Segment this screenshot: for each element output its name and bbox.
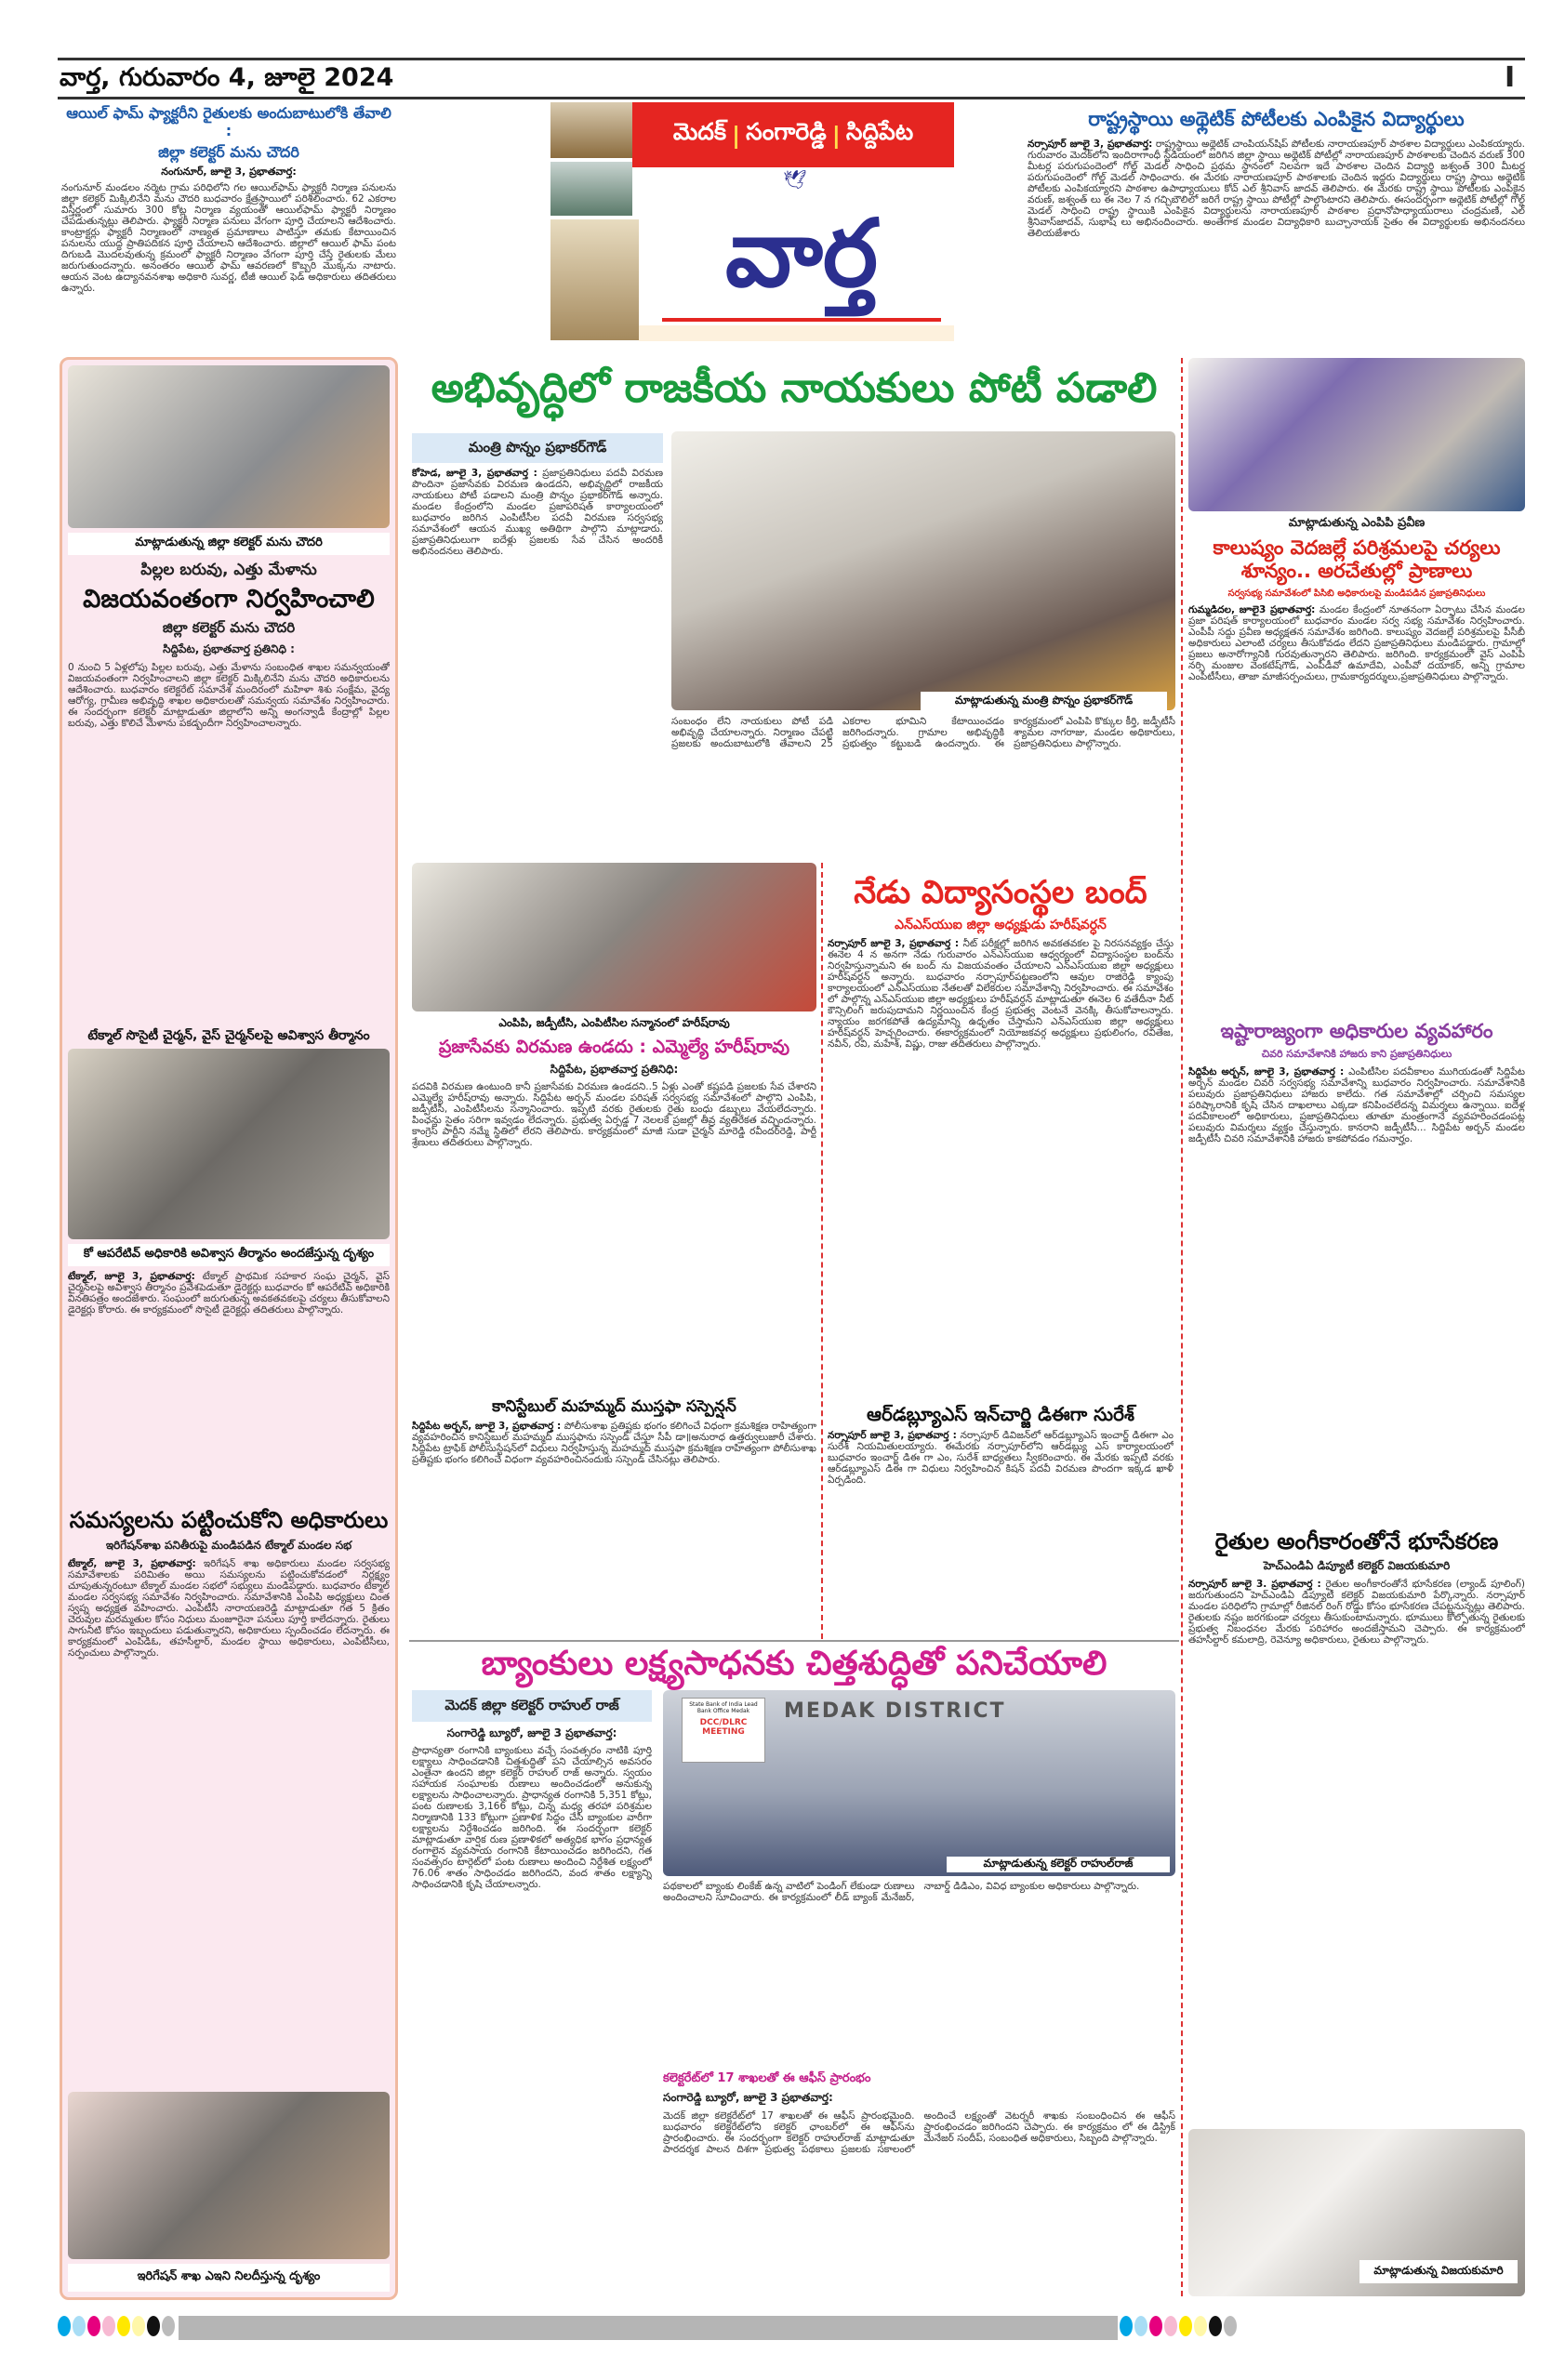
color-dot	[1149, 2316, 1162, 2336]
page-number: I	[1505, 61, 1516, 94]
color-dot	[87, 2316, 100, 2336]
headline: విజయవంతంగా నిర్వహించాలి	[83, 585, 375, 615]
color-dot	[1209, 2316, 1222, 2336]
color-dot	[58, 2316, 71, 2336]
color-dot	[132, 2316, 145, 2336]
speaker-label: మెదక్ జిల్లా కలెక్టర్ రాహుల్ రాజ్	[412, 1690, 652, 1722]
color-dot	[1224, 2316, 1237, 2336]
color-dot	[117, 2316, 130, 2336]
minister-article	[412, 433, 663, 852]
article-body: నీట్ పరీక్షల్లో జరిగిన అవకతవకల పై నిరసనవ్యక్తం చేస్తు ఈనెల 4 న అనగా నేడు గురువారం ఎన్ఎస్‌యుఐ ఆధ్వర్యంలో విద్యాసంస్థల బంద్‌ను నిర్వహిస్తున్నామని ఈ బంద్ ను విజయవంతం చేయాలని ఎన్ఎస్‌యుఐ జిల్లా అధ్యక్షులు హరీష్‌వర్ధన్ అన్నారు. బుధవారం నర్సాపూర్‌పట్టణంలోని ఆవుల రాజిరెడ్డి క్యాంపు కార్యాలయంలో ఎన్ఎస్‌యుఐ నేతలతో విలేకరుల సమావేశాన్ని నిర్వహించారు. ఈ సమావేశం లో పాల్గొన్న ఎన్ఎస్‌యుఐ జిల్లా అధ్యక్షులు హరీష్‌వర్ధన్ మాట్లాడుతూ ఈనెల 6 వతేదీనా నీట్ కౌన్సిలింగ్ జరుపుదామని నిర్ణయించిన కేంద్ర ప్రభుత్వ వెంటనే వెనక్కి తీసుకోవాలన్నారు. న్యాయం జరగకపోతే ఉద్యమాన్ని ఉధృతం చేస్తామని ఎన్ఎస్‌యుఐ జిల్లా అధ్యక్షులు హరీష్‌వర్ధన్ హెచ్చరించారు. ఈకార్యక్రమంలో నియోజకవర్గ అధ్యక్షులు ప్రభులింగం, రవితేజ, నవీన్, రవి, మహేశ్, విష్ణు, రాజు తదితరులు పాల్గొన్నారు.	[828, 937, 1174, 1050]
article-body: ఎంపిటీసిల పదవీకాలం ముగియడంతో సిద్దిపేట అర్బన్ మండల చివరి సర్వసభ్య సమావేశాన్ని బుధవారం నిర్వహించారు. సమావేశానికి పలువురు ప్రజాప్రతినిధులు హాజరు కాలేదు. గత సమావేశాల్లో చర్చించి సమస్యల పరిష్కారానికి కృషి చేసిన దాఖలాలు ఎక్కడా కనిపించలేదన్న విమర్శలు ఉన్నాయి. ఐదేళ్ల పదవీకాలంలో అధికారులు, ప్రజాప్రతినిధులు తూతూ మంత్రంగానే వ్యవహరించడంపట్ల పలువురు విమర్శలు వ్యక్తం చేస్తున్నారు. కానరాని జడ్పీటీసీ... సిద్దిపేట అర్బన్ మండల జడ్పీటీసీ చివరి సమావేశానికి హాజరు కాకపోవడం గమనార్హం.	[1188, 1065, 1525, 1144]
color-dot	[102, 2316, 115, 2336]
headline: టేక్మాల్ సొసైటీ చైర్మన్, వైస్ చైర్మన్‌లపై అవిశ్వాస తీర్మానం	[87, 1027, 370, 1043]
masthead	[550, 102, 954, 341]
subhead: ఇరిగేషన్‌శాఖ పనితీరుపై మండిపడిన టేక్మాల్ మండల సభ	[105, 1538, 352, 1552]
bandh-article	[828, 874, 1174, 1638]
top-rule	[58, 58, 1525, 60]
bank-article-right	[663, 1690, 1175, 2296]
color-registration-dots	[58, 2316, 177, 2340]
district-sangareddy: సంగారెడ్డి	[746, 118, 827, 145]
headline: ఆర్‌డబ్ల్యూఎస్ ఇన్‌చార్జి డిఈగా సురేశ్	[867, 1402, 1134, 1425]
dcc-meeting-photo	[663, 1690, 1175, 1876]
photo-caption: మాట్లాడుతున్న జిల్లా కలెక్టర్ మను చౌదరి	[68, 533, 390, 555]
subhead: ఎన్ఎస్‌యుఐ జిల్లా అధ్యక్షుడు హరీష్‌వర్ధన్	[895, 917, 1107, 932]
headline: సమస్యలను పట్టించుకోని అధికారులు	[69, 1507, 389, 1534]
dateline: సంగారెడ్డి బ్యూరో, జూలై 3 ప్రభాతవార్త:	[446, 1726, 617, 1739]
article-body: టేక్మాల్ ప్రాథమిక సహకార సంఘ చైర్మన్, వైస్ చైర్మన్‌లపై అవిశ్వాస తీర్మానం ప్రవేశపెడుతూ డైరెక్టర్లు బుధవారం కో ఆపరేటివ్ అధికారికి వినతిపత్రం అందజేశారు. సంఘంలో జరుగుతున్న అవకతవకలపై చర్యలు తీసుకోవాలని డైరెక్టర్లు కోరారు. ఈ కార్యక్రమంలో సొసైటీ డైరెక్టర్లు తదితరులు పాల్గొన్నారు.	[68, 1270, 390, 1316]
article-body: ఇరిగేషన్ శాఖ అధికారులు మండల సర్వసభ్య సమావేశాలకు పరిమితం అయి సమస్యలను పట్టించుకోవడంలో నిర్లక్ష్యం చూపుతున్నరంటూ టేక్మాల్ మండల సభలో సభ్యులు మండిపడ్డారు. బుధవారం టేక్మాల్ మండల సర్వసభ్య సమావేశం నిర్వహించారు. సమావేశానికి ఎంపిపి అధ్యక్షులు చింత స్వప్న అధ్యక్షత వహించారు. ఎంపిటీసీ నారాయణరెడ్డి మాట్లాడుతూ గత 5 క్రితం చెరువుల మరమ్మతుల కోసం నిధులు మంజూరైనా పనులు పూర్తి కాలేదన్నారు. రైతులు సాగునీటి కోసం ఇబ్బందులు పడుతున్నారని, అధికారులు స్పందించడం లేదన్నారు. ఈ కార్యక్రమంలో ఎంపిడిఓ, తహసీల్దార్, మండల స్థాయి అధికారులు, ఎంపిటీసీలు, సర్పంచులు పాల్గొన్నారు.	[68, 1557, 390, 1659]
logo-underline	[662, 318, 941, 322]
article-body: పదవికి విరమణ ఉంటుంది కానీ ప్రజాసేవకు విరమణ ఉండదని..5 ఏళ్లు ఎంతో కష్టపడి ప్రజలకు సేవ చేశారని ఎమ్మెల్యే హరీష్‌రావు అన్నారు. సిద్దిపేట అర్బన్ మండల పరిషత్ సర్వసభ్య సమావేశంలో పాల్గొని ఎంపిపి, జడ్పీటీసీ, ఎంపిటీసీలను సన్మానించారు. ఇప్పటి వరకు రైతులకు రైతు బంధు డబ్బులు వేయలేదన్నారు. పింఛన్లు సైతం సరిగా ఇవ్వడం లేదన్నారు. ప్రభుత్వ ఏర్పడ్డ 7 నెలలకే ప్రజల్లో తీవ్ర వ్యతిరేకత వచ్చిందన్నారు. కాంగ్రెస్ పార్టీని నమ్మే స్థితిలో లేరని తెలిపారు. కార్యక్రమంలో మాజీ సుడా చైర్మన్ మారెడ్డి రవీందర్‌రెడ్డి, పార్టీ శ్రేణులు తదితరులు పాల్గొన్నారు.	[412, 1081, 816, 1149]
photo-caption: కో ఆపరేటివ్ అధికారికి అవిశ్వాస తీర్మానం అందజేస్తున్న దృశ్యం	[68, 1244, 390, 1266]
vijayakumari-photo	[1188, 2129, 1525, 2296]
left-column-box	[60, 357, 398, 2300]
district-medak: మెదక్	[672, 118, 726, 145]
color-dot	[147, 2316, 160, 2336]
color-dot	[1164, 2316, 1177, 2336]
article-body: మండల కేంద్రంలో నూతనంగా ఏర్పాటు చేసిన మండల ప్రజా పరిషత్ కార్యాలయంలో బుధవారం మండల సర్వ సభ్య సమావేశం నిర్వహించారు. ఎంపీపీ సద్దు ప్రవీణ అధ్యక్షతన సమావేశం జరిగింది. కాలుష్యం వెదజల్లే పరిశ్రమలపై పీసీబీ అధికారులు ఎలాంటి చర్యలు తీసుకోవడం లేదని ప్రజాప్రతినిధులు మండిపడ్డారు. గ్రామాల్లో ప్రజలు అనారోగ్యానికి గురవుతున్నారని తెలిపారు. జరిగింది. కార్యక్రమంలో వైస్ ఎంపిపి నర్సి మంజుల వెంకటేష్‌గౌడ్, ఎంపీడీవో ఉమాదేవి, ఎంపీవో దయాకర్, అన్ని గ్రామాల ఎంపీటీసీలు, తాజా మాజీసర్పంచులు, గ్రామకార్యదర్శులు,ప్రజాప్రతినిధులు పాల్గొన్నారు.	[1188, 604, 1525, 683]
color-dot	[73, 2316, 86, 2336]
column-divider	[821, 863, 823, 1639]
dateline: సిద్దిపేట అర్బన్, జూలై 3, ప్రభాతవార్త :	[1188, 1065, 1345, 1078]
district-siddipet: సిద్దిపేట	[845, 118, 914, 145]
dove-icon: 🕊	[783, 168, 807, 191]
photo-caption: మాట్లాడుతున్న ఎంపిపి ప్రవీణ	[1288, 516, 1426, 530]
article-body: రాష్ట్రస్థాయి అథ్లెటిక్ చాంపియన్‌షిప్ పోటీలకు నారాయణపూర్ పాఠశాల విద్యార్థులు ఎంపికయ్యారు. గురువారం మెదక్‌లోని ఇందిరాగాంధీ స్టేడియంలో జరిగిన జిల్లా స్థాయి అథ్లెటిక్ పోటీల్లో నారాయణపూర్ పాఠశాలకు చెందిన వరుణ్ 300 మీటర్ల పరుగుపందెంలో గోల్డ్ మెడల్ సాధించి ప్రథమ స్థానంలో నిలవగా ఇదే పాఠశాల చెందిన విద్యార్థి జశ్వంత్ 300 మీటర్ల పరుగుపందెంలో గోల్డ్ మెడల్ సాధించారు. ఈ మేరకు నారాయణపూర్ పాఠశాలకు చెందిన ఇద్దరు విద్యార్థులు రాష్ట్ర స్థాయి అథ్లెటిక్ పోటీలకు ఎంపికయ్యారని పాఠశాల ఉపాధ్యాయులు కోచ్ ఎల్ శ్రీనివాస్ జాదవ్ తెలిపారు. ఈ మేరకు రాష్ట్ర స్థాయి పోటీలకు ఎంపికైన వరుణ్, జశ్వంత్ లు ఈ నెల 7 న గచ్చిబౌలిలో జరిగే రాష్ట్ర స్థాయి పోటీల్లో పాల్గొంటారని తెలిపారు. ఈసందర్భంగా అథ్లెటిక్ పోటీల్లో గోల్డ్ మెడల్ సాధించి రాష్ట్ర స్థాయికి ఎంపికైన విద్యార్థులను నారాయణపూర్ పాఠశాల ప్రధానోపాధ్యాయురాలు చంద్రమణి, ఎల్ శ్రీనివాస్‌జాదవ్, సుభాష్ లు అభినందించారు. అంతేగాక మండల విద్యాధికారి బుచ్చానాయక్ సైతం ఈ విద్యార్థులకు అభినందనలు తెలియజేశారు	[1028, 139, 1525, 240]
dateline: గుమ్మడిదల, జూలై3 ప్రభాతవార్త:	[1188, 604, 1316, 616]
color-dot	[162, 2316, 175, 2336]
subhead: హెచ్ఎండిఏ డిప్యూటీ కలెక్టర్ విజయకుమారి	[1263, 1559, 1451, 1573]
dateline: టేక్మాల్, జూలై 3, ప్రభాతవార్త:	[68, 1557, 196, 1569]
headline: కాలుష్యం వెదజల్లే పరిశ్రమలపై చర్యలు శూన్యం.. అరచేతుల్లో ప్రాణాలు	[1213, 536, 1501, 583]
headline: ఆయిల్ ఫామ్ ఫ్యాక్టరీని రైతులకు అందుబాటులోకి తేవాలి :	[66, 104, 391, 140]
article-body: రైతుల అంగీకారంతోనే భూసేకరణ (ల్యాండ్ పూలింగ్) జరుగుతుందని హెచ్ఎండిఏ డిప్యూటీ కలెక్టర్ విజయకుమారి పేర్కొన్నారు. నర్సాపూర్ మండల పరిధిలోని గ్రామాల్లో రీజినల్ రింగ్ రోడ్డు కోసం భూసేకరణ చేపట్టనున్నట్లు తెలిపారు. రైతులకు నష్టం జరగకుండా చర్యలు తీసుకుంటామన్నారు. భూములు కోల్పోతున్న రైతులకు ప్రభుత్వ నిబంధనల మేరకు పరిహారం అందజేస్తామని చెప్పారు. ఈ కార్యక్రమంలో తహసీల్దార్ కమలాద్రి, రెవెన్యూ అధికారులు, రైతులు పాల్గొన్నారు.	[1188, 1579, 1525, 1646]
dateline: సిద్దిపేట, ప్రభాతవార్త ప్రతినిధి :	[163, 641, 295, 655]
headline: ప్రజాసేవకు విరమణ ఉండదు : ఎమ్మెల్యే హరీష్‌రావు	[438, 1037, 790, 1057]
headline: రాష్ట్రస్థాయి అథ్లెటిక్ పోటీలకు ఎంపికైన విద్యార్థులు	[1088, 108, 1465, 130]
dateline: కోహెడ, జూలై 3, ప్రభాతవార్త :	[412, 467, 537, 479]
district-banner: మెదక్ | సంగారెడ్డి | సిద్దిపేట	[632, 102, 954, 167]
dateline: టేక్మాల్, జూలై 3, ప్రభాతవార్త:	[68, 1270, 195, 1282]
article-athletics	[1028, 108, 1525, 348]
article-oil-palm	[61, 104, 396, 348]
subhead: చివరి సమావేశానికి హాజరు కాని ప్రజాప్రతినిధులు	[1261, 1048, 1452, 1061]
harish-article	[412, 863, 816, 1638]
color-dot	[1194, 2316, 1207, 2336]
subhead: జిల్లా కలెక్టర్ మను చౌదరి	[158, 143, 299, 162]
dateline: సిద్దిపేట అర్బన్, జూలై 3, ప్రభాతవార్త :	[412, 1420, 562, 1432]
article-body: ప్రాధాన్యతా రంగానికి బ్యాంకులు వచ్చే సంవత్సరం నాటికి పూర్తి లక్ష్యాలు సాధించడానికి చిత్తశుద్ధితో పని చేయాల్సిన అవసరం ఎంతైనా ఉందని జిల్లా కలెక్టర్ రాహుల్ రాజ్ అన్నారు. స్వయం సహాయక సంఘాలకు రుణాలు అందించడంలో అనుకున్న లక్ష్యాలను సాధించాలన్నారు. ప్రాధాన్యత రంగానికి 5,351 కోట్లు, పంట రుణాలకు 3,166 కోట్లు, చిన్న మధ్య తరహా పరిశ్రమల నిర్మాణానికి 133 కోట్లుగా ప్రణాళిక సిద్ధం చేసి బ్యాంకుల వారీగా లక్ష్యాలను నిర్దేశించడం జరిగింది. ఈ సందర్భంగా కలెక్టర్ మాట్లాడుతూ వార్షిక రుణ ప్రణాళికలో అత్యధిక భాగం ప్రధాన్యత రంగాలైన వ్యవసాయ రంగానికి కేటాయించడం జరిగిందని, గత సంవత్సరం టార్గెట్‌లో పంట రుణాలు అందించి నిర్దేశిత లక్ష్యంలో 76.06 శాతం సాధించడం జరిగిందని, వంద శాతం లక్ష్యాన్ని సాధించడానికి కృషి చేయాలన్నారు.	[412, 1745, 652, 1891]
temple-photo	[550, 102, 632, 158]
fountain-photo	[550, 162, 632, 216]
subhead: సర్వసభ్య సమావేశంలో పిసిబి అధికారులపై మండిపడిన ప్రజాప్రతినిధులు	[1227, 588, 1486, 600]
article-body: పోలీసుశాఖ ప్రతిష్టకు భంగం కలిగించే విధంగా క్రమశిక్షణ రాహిత్యంగా వ్యవహరించిన కానిస్టేబుల్ మహమ్మద్ ముస్తఫాను సస్పెండ్ చేస్తూ సీపీ డా॥అనురాధ ఉత్తర్వులుజారీ చేశారు. సిద్దిపేట ట్రాఫిక్ పోలీసుస్టేషన్‌లో విధులు నిర్వహిస్తున్న మహమ్మద్ ముస్తఫా క్రమశిక్షణ రాహిత్యంగా పోలీసుశాఖ ప్రతిష్టకు భంగం కలిగించే విధంగా వ్యవహరించినందుకు సస్పెండ్ చేసినట్లు తెలిపారు.	[412, 1420, 816, 1465]
photo-caption: మాట్లాడుతున్న కలెక్టర్ రాహుల్‌రాజ్	[947, 1857, 1170, 1872]
church-photo	[550, 219, 639, 340]
dateline: నర్సాపూర్ జూలై 3, ప్రభాతవార్త:	[1028, 139, 1153, 151]
section-rule	[409, 1640, 1179, 1642]
headline: కలెక్టరేట్‌లో 17 శాఖలతో ఈ ఆఫీస్ ప్రారంభం	[663, 2071, 871, 2086]
gray-bar	[179, 2316, 1118, 2340]
minister-photo	[671, 431, 1175, 710]
banner-subtext: State Bank of India Lead Bank Office Medak	[689, 1701, 758, 1714]
felicitation-photo	[412, 863, 816, 1012]
bank-article	[412, 1690, 652, 2296]
photo-caption: మాట్లాడుతున్న మంత్రి పొన్నం ప్రభాకర్‌గౌడ్	[921, 692, 1167, 710]
print-color-bar	[58, 2315, 1565, 2341]
dateline: నర్సాపూర్ జూలై 3, ప్రభాతవార్త :	[828, 1429, 957, 1441]
dateline: నర్సాపూర్ జూలై 3. ప్రభాతవార్త :	[1188, 1579, 1321, 1591]
collector-meeting-photo	[68, 365, 390, 528]
article-body: ప్రజాప్రతినిధులు పదవీ విరమణ పొందినా ప్రజాసేవకు విరమణ ఉండదని, అభివృద్ధిలో రాజకీయ నాయకులు పోటీ పడాలని మంత్రి పొన్నం ప్రభాకర్‌గౌడ్ అన్నారు. మండల కేంద్రంలోని మండల ప్రజాపరిషత్ కార్యాలయంలో బుధవారం జరిగిన ఎంపిటీసీల పదవీ విరమణ సర్వసభ్య సమావేశంలో ఆయన ముఖ్య అతిథిగా పాల్గొని మాట్లాడారు. ప్రజాప్రతినిధులుగా ఐదేళ్లు ప్రజలకు సేవ చేసిన అందరికీ అభినందనలు తెలిపారు.	[412, 467, 663, 557]
article-body: నంగునూర్ మండలం నర్మెట గ్రామ పరిధిలోని గల ఆయిల్‌ఫామ్ ఫ్యాక్టరీ నిర్మాణ పనులను జిల్లా కలెక్టర్ మిక్కిలినేని మను చౌదరి బుధవారం క్షేత్రస్థాయిలో పరిశీలించారు. 62 ఎకరాల విస్తీర్ణంలో సుమారు 300 కోట్ల నిర్మాణ వ్యయంతో ఆయిల్‌ఫామ్ ఫ్యాక్టరీ నిర్మాణం చేపడుతున్నట్లు తెలిపారు. ఫ్యాక్టరీ నిర్మాణ పనులు వేగంగా పూర్తి చేయాలని ఆదేశించారు. కాంట్రాక్టర్లు ఫ్యాక్టరీ నిర్మాణంలో నాణ్యత ప్రమాణాలు పాటిస్తూ తమకు కేటాయించిన పనులను యుద్ధ ప్రాతిపదికన పూర్తి చేయాలని ఆదేశించారు. జిల్లాలో ఆయిల్ ఫామ్ పంట దిగుబడి మొదలవుతున్న క్రమంలో ఫ్యాక్టరీ నిర్మాణం వేగంగా పూర్తి చేస్తే రైతులకు మేలు జరుగుతుందన్నారు. అనంతరం ఆయిల్ ఫామ్ ఆవరణలో కొబ్బరి మొక్కను నాటారు. ఆయన వెంట ఉద్యానవనశాఖ అధికారి సువర్ణ, టీజీ ఆయిల్ ఫెడ్ అధికారులు తదితరులు ఉన్నారు.	[61, 181, 396, 294]
varta-logo: వార్త	[724, 199, 879, 308]
banner-title: DCC/DLRC MEETING	[699, 1718, 748, 1737]
bank-headline: బ్యాంకులు లక్ష్యసాధనకు చిత్తశుద్ధితో పనిచేయాలి	[481, 1645, 1107, 1683]
society-photo	[68, 1049, 390, 1239]
main-headline: అభివృద్ధిలో రాజకీయ నాయకులు పోటీ పడాలి	[431, 364, 1158, 412]
color-dot	[1134, 2316, 1147, 2336]
irrigation-photo	[68, 2092, 390, 2259]
right-column	[1188, 358, 1525, 2296]
page-header-title: వార్త, గురువారం 4, జూలై 2024	[60, 63, 394, 92]
mpp-meeting-photo	[1188, 358, 1525, 511]
dateline: నంగునూర్, జూలై 3, ప్రభాతవార్త:	[161, 165, 297, 178]
color-dot	[1120, 2316, 1133, 2336]
masthead-strip	[639, 325, 954, 341]
sbi-banner	[682, 1698, 765, 1763]
color-dot	[1179, 2316, 1192, 2336]
column-divider	[1181, 358, 1183, 2296]
headline: నేడు విద్యాసంస్థల బంద్	[854, 874, 1147, 911]
header-rule	[58, 97, 1525, 99]
article-body: నర్సాపూర్ డివిజన్‌లో ఆర్‌డబ్ల్యూఎస్ ఇంచార్జ్ డిఈగా ఎం సురేశ్ నియమితులయ్యారు. ఈమేరకు నర్సాపూర్‌లోని ఆర్‌డబ్ల్యు ఎస్ కార్యాలయంలో బుధవారం ఇంచార్జ్ డిఈ గా ఎం, సురేశ్ బాధ్యతలు స్వీకరించారు. ఈ మేరకు ఇప్పటి వరకు ఆర్‌డబ్ల్యూఎస్ డిఈ గా విధులు నిర్వహించిన కిషన్ పదవీ విరమణ పొందగా ఇక్కడ ఖాళీ ఏర్పడింది.	[828, 1429, 1174, 1486]
dateline: సిద్దిపేట, ప్రభాతవార్త ప్రతినిధి:	[550, 1062, 679, 1076]
kicker: పిల్లల బరువు, ఎత్తు మేళాను	[140, 561, 317, 579]
headline: కానిస్టేబుల్ మహమ్మద్ ముస్తఫా సస్పెన్షన్	[492, 1396, 736, 1416]
headline: ఇష్టారాజ్యంగా అధికారుల వ్యవహారం	[1220, 1020, 1493, 1043]
dateline: నర్సాపూర్ జూలై 3, ప్రభాతవార్త :	[828, 937, 960, 949]
article-body: 0 నుంచి 5 ఏళ్లలోపు పిల్లల బరువు, ఎత్తు మేళాను సంబంధిత శాఖల సమన్వయంతో విజయవంతంగా నిర్వహించాలని జిల్లా కలెక్టర్ మిక్కిలినేని మను చౌదరి అధికారులను ఆదేశించారు. బుధవారం కలెక్టరేట్ సమావేశ మందిరంలో మహిళా శిశు సంక్షేమ, వైద్య ఆరోగ్య, గ్రామీణ అభివృద్ధి శాఖల అధికారులతో సమన్వయ సమావేశం నిర్వహించారు. ఈ సందర్భంగా కలెక్టర్ మాట్లాడుతూ జిల్లాలోని అన్ని అంగన్వాడీ కేంద్రాల్లో పిల్లల బరువు, ఎత్తు కొలిచే మేళాను పకడ్బందీగా నిర్వహించాలన్నారు.	[68, 661, 390, 729]
article-body: మెదక్ జిల్లా కలెక్టరేట్‌లో 17 శాఖలతో ఈ ఆఫీస్ ప్రారంభమైంది. బుధవారం కలెక్టరేట్‌లోని కలెక్టర్ ఛాంబర్‌లో ఈ ఆఫీస్‌ను ప్రారంభించారు. ఈ సందర్భంగా కలెక్టర్ రాహుల్‌రాజ్ మాట్లాడుతూ పారదర్శక పాలన దిశగా ప్రభుత్వ పథకాలు ప్రజలకు సకాలంలో అందించే లక్ష్యంతో వెటర్నరీ శాఖకు సంబంధించిన ఈ ఆఫీస్ ప్రారంభించడం జరిగిందని చెప్పారు. ఈ కార్యక్రమం లో ఈ డిస్ట్రిక్ మేనేజర్ సందీప్, సంబంధిత అధికారులు, సిబ్బంది పాల్గొన్నారు.	[663, 2109, 1175, 2155]
color-registration-dots	[1120, 2316, 1239, 2340]
subhead: జిల్లా కలెక్టర్ మను చౌదరి	[162, 619, 296, 637]
photo-caption: మాట్లాడుతున్న విజయకుమారి	[1359, 2260, 1518, 2283]
photo-caption: ఎంపిపి, జడ్పీటీసి, ఎంపిటీసిల సన్మానంలో హరీష్‌రావు	[412, 1016, 816, 1032]
speaker-label: మంత్రి పొన్నం ప్రభాకర్‌గౌడ్	[412, 433, 663, 463]
article-body-continued: సంబంధం లేని నాయకులు పోటీ పడి అభివృద్ధి చేయాలన్నారు. నిర్మాణం చేపట్టి ప్రజలకు అందుబాటులోకి తేవాలని 25 ఎకరాల భూమిని కేటాయించడం జరిగిందన్నారు. గ్రామాల అభివృద్ధికి ప్రభుత్వం కట్టుబడి ఉందన్నారు. ఈ కార్యక్రమంలో ఎంపిపి కొక్కుల కీర్తి, జడ్పీటీసీ శ్యామల నాగరాజు, మండల అధికారులు, ప్రజాప్రతినిధులు పాల్గొన్నారు.	[671, 716, 1175, 749]
headline: రైతుల అంగీకారంతోనే భూసేకరణ	[1214, 1527, 1499, 1554]
article-body-continued: పథకాలలో బ్యాంకు లింకేజ్ ఉన్న వాటిలో పెండింగ్ లేకుండా రుణాలు అందించాలని సూచించారు. ఈ కార్యక్రమంలో లీడ్ బ్యాంక్ మేనేజర్, నాబార్డ్ డిడిఎం, వివిధ బ్యాంకుల అధికారులు పాల్గొన్నారు.	[663, 1881, 1140, 1903]
dateline: సంగారెడ్డి బ్యూరో, జూలై 3 ప్రభాతవార్త:	[663, 2091, 833, 2104]
banner-text: MEDAK DISTRICT	[784, 1699, 1006, 1723]
photo-caption: ఇరిగేషన్ శాఖ ఎఇని నిలదీస్తున్న దృశ్యం	[68, 2264, 390, 2292]
